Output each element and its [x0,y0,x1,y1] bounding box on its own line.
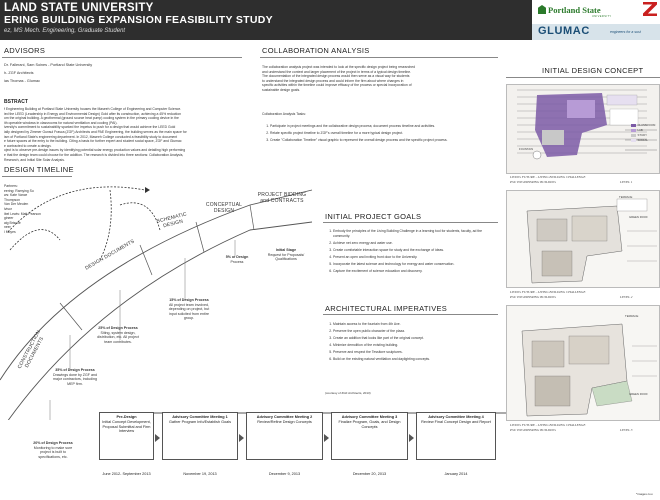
team-line: Thompson [4,197,21,202]
abstract-line: om the original building. A geothermal (ground source heat pump) cooling system in the primary cooling device in the [4,116,179,121]
collab-line: and understand the context and larger placement of the project in terms of a typical design timeline. [262,69,412,74]
goals-rule [323,222,498,223]
milestone-date: January 2014 [444,472,468,476]
abstract-line: iversity's commitment to sustainability sparked the impetus to push for a design that would achieve the LEED Gold [4,125,176,130]
collab-task: 3. Create "Collaboration Timeline" visual graphic to represent the overall design process and the specific project process. [270,138,500,143]
legend-item [631,123,655,127]
goal-item: 6. Capture the excitement of science education and discovery. [333,269,497,274]
caption: LIVING FUTURE - LIVING BUILDING CHALLENGE [510,175,586,179]
milestone-pre-design [99,412,154,460]
team-line: Van Der Meulen [4,202,29,207]
abstract-body [4,107,248,162]
pct-value: 20% of Design Process [33,441,73,445]
poster-title-line1: LAND STATE UNIVERSITY [4,2,154,14]
caption: LIVING FUTURE - LIVING BUILDING CHALLENGE [510,290,586,294]
milestone-date: December 20, 2013 [352,472,387,476]
abstract-line: ied the LEED (Leadership in Energy and Environmental Design) Gold after its construction, achieving a 45% reduction [4,111,181,116]
plan-label: TERRACE [625,314,639,318]
abstract-line: e that the design team could choose for the addition. The research is divided into three sections: Collaboration Analysis, [4,152,184,157]
caption: LEVEL 1 [620,180,633,184]
team-line: ibel Lewis: Matt Pearson [4,211,41,216]
abstract-line: ially designed by Zimmer Gunsul Frasca (ZGF) Architects and PAE Engineering, the building serves as the main space for [4,129,187,134]
team-line: ws: Kate Vance [4,193,28,198]
milestone-meeting-2 [246,412,323,460]
phase-project-bidding: PROJECT BIDDING and CONTRACTS [257,192,307,204]
concept-title: INITIAL DESIGN CONCEPT [542,66,644,75]
psu-logo-sub: UNIVERSITY [592,15,612,18]
milestone-body: Review/Refine Design Concepts [257,419,312,424]
collab-tasks [262,124,500,145]
legend-label: LAB [637,128,643,132]
caption: PSU ENGINEERING BUILDING [510,428,556,432]
glumac-logo: GLUMAC [538,25,590,37]
milestone-date: December 9, 2013 [268,472,301,476]
imperatives-rule [323,314,498,315]
milestone-date: November 19, 2013 [183,472,217,476]
collab-line: The collaboration analysis project was intended to look at the specific design project being researched [262,65,416,69]
team-line: lvisor [4,206,12,211]
caption: LEVEL 2 [620,295,633,299]
goals-title: INITIAL PROJECT GOALS [325,212,422,221]
level-2-plan-drawing [507,191,660,288]
legend-item [631,138,648,142]
abstract-line: oject is to observe pre-design issues by identifying potential solar energy production values and detailing high performing [4,148,186,153]
arrow-head [145,187,150,193]
initial-stage-note [260,248,312,262]
zgf-logo-icon [643,2,657,16]
pct-value: 25% of Design Process [98,326,138,330]
milestone-title: Pre-Design [116,415,137,419]
milestone-body: Initial Concept Development, Proposal Submittal and Firm Interview [102,419,151,434]
imperatives-title: ARCHITECTURAL IMPERATIVES [325,304,448,313]
advisor-line: ias Thomas - Glumac [4,79,41,83]
advisor-line: Dr. Fallerani, Sam Soines - Portland State University [4,63,93,67]
caption: LEVEL 3 [620,428,633,432]
pct-note-35 [52,368,98,386]
abstract-line: f Engineering Building at Portland State University houses the Maseeh College of Engineering and Computer Science. [4,107,182,111]
plan-label: GREEN ROOF [629,392,648,396]
imperative-item: 5. Preserve and respect the Tessitore sculptures. [333,350,497,355]
arc-divider [60,303,82,330]
goal-item: 3. Create comfortable interaction space for study and the exchange of ideas. [333,248,497,253]
milestone-arrow-icon [324,434,329,442]
poster-title-line2: ERING BUILDING EXPANSION FEASIBILITY STUDY [4,14,273,26]
goal-item: 4. Present an open and inviting front door to the University. [333,255,497,260]
plan-label: FOUNTAIN [519,147,534,151]
goal-item: 5. Incorporate the latest science and technology for energy and water conservation. [333,262,497,267]
abstract-line: Research, and Initial Site Solar Analysis. [4,157,65,162]
plan-label: TERRACE [619,195,633,199]
legend-item [631,128,643,132]
phase-conceptual-design: CONCEPTUAL DESIGN [205,202,243,214]
milestone-title: Advisory Committee Meeting 3 [341,415,398,419]
pct-text: Monitoring to make sure project is built to specifications, etc. [33,445,73,459]
phase-construction-documents: CONSTRUCTION DOCUMENTS [16,329,46,370]
collab-task: 2. Relate specific project timeline to ZGF's overall timeline for a more typical design project. [270,131,500,136]
milestone-meeting-3 [331,412,408,460]
initial-stage-body: Request for Proposals/ Qualifications [267,252,305,262]
milestone-meeting-4 [416,412,496,460]
pct-value: 15% of Design Process [169,298,209,302]
legend-label: STUDY [637,133,647,137]
legend-item [631,133,647,137]
legend-label: CLASSROOM [637,123,656,127]
imperative-item: 2. Preserve the open public character of the plaza. [333,329,497,334]
milestone-date: June 2012- September 2013 [102,472,151,476]
goals-list [325,229,497,276]
collaboration-intro [262,65,500,93]
milestone-arrow-icon [239,434,244,442]
abstract-line: e future spaces at the entry to the building. Citing a basis for further expert and student social space, ZGF and Glumac [4,139,182,144]
milestone-arrow-icon [409,434,414,442]
imperative-item: 6. Build on the existing natural ventilation and daylighting concepts. [333,357,497,362]
pct-text: Siting, system design, distribution, etc. All project team contributes. [97,330,139,344]
milestone-title: Advisory Committee Meeting 4 [428,415,484,419]
pct-note-15 [165,298,213,321]
collaboration-title: COLLABORATION ANALYSIS [262,46,370,55]
milestone-body: Gather Program Info/Establish Goals [168,419,232,424]
team-line: aig Briscoe [4,220,21,225]
pct-text: All project team involved, depending on project, but input solicited from entire group. [168,302,210,321]
poster-author: ez, MS Mech. Engineering, Graduate Student [4,28,126,34]
milestone-arrow-icon [155,434,160,442]
collaboration-rule [260,57,498,58]
imperative-item: 3. Create an addition that looks like part of the original concept. [333,336,497,341]
milestone-body: Finalize Program, Goals, and Design Concepts [338,419,401,429]
milestone-title: Advisory Committee Meeting 1 [172,415,228,419]
plan-label: GREEN ROOF [629,215,648,219]
design-timeline-title: DESIGN TIMELINE [4,165,74,174]
phase-design-documents: DESIGN DOCUMENTS [84,238,136,272]
phase-schematic-design: SCHEMATIC DESIGN [156,211,188,230]
pct-text: Drawings done by ZGF and major contractors, including MEP firm. [53,372,97,386]
arc-divider [196,222,204,252]
level-3-plan-drawing [507,306,660,421]
pct-value: 35% of Design Process [55,368,95,372]
advisors-rule [2,57,242,58]
team-line: eering: Ramying Su [4,188,34,193]
collab-task: 1. Participate in project meetings and the collaborative design process; document process timeline and activities. [270,124,500,129]
advisors-title: ADVISORS [4,46,46,55]
abstract-line: e contracted to create a design. [4,143,52,148]
caption: LIVING FUTURE - LIVING BUILDING CHALLENGE [510,423,586,427]
abstract-line: ism of Portland State's engineering department. In 2012, Maseeh College conducted a feasibility study to document [4,134,178,139]
milestone-body: Review Final Concept Design and Report [421,419,491,424]
level-3-plan [506,305,660,421]
imperatives-list [325,322,497,365]
dashed-arrow [10,230,60,250]
advisors-list [4,63,244,84]
collab-tasks-title: Collaboration Analysis Tasks: [262,112,306,116]
pct-note-20 [30,441,76,459]
psu-logo: Portland State [548,5,601,15]
collab-line: sustainable design goals. [262,87,301,92]
pct-note-5 [222,255,252,264]
level-2-plan [506,190,660,288]
pct-text: Process [230,259,244,264]
team-line: gineer [4,216,14,221]
milestone-meeting-1 [162,412,238,460]
collab-line: The documentation of the integrated design process would then serve as a visual way for students [262,74,410,79]
collab-line: specific activities within the timeline could improve efficacy of the process or special incorporation of [262,83,412,88]
collab-line: to understand the integrated design process and could inform the firm about where changes in [262,78,404,83]
concept-rule [506,77,660,78]
zgf-logo [640,0,660,24]
images-courtesy: *images cou [636,492,653,496]
team-line: neer [4,225,11,230]
pct-value: 5% of Design [225,255,249,259]
milestone-title: Advisory Committee Meeting 2 [256,415,313,419]
dashed-arrow [100,190,111,260]
legend-label: SOCIAL [637,138,648,142]
pct-note-25 [96,326,140,344]
arc-divider [140,245,152,275]
goal-item: 2. Achieve net zero energy and water use. [333,241,497,246]
glumac-tagline: engineers for a sust [610,30,641,34]
level-1-plan [506,84,660,174]
team-line: l Moyes [4,229,16,234]
team-line: Partners: [4,184,18,188]
caption: PSU ENGINEERING BUILDING [510,295,556,299]
dashed-arrow [8,187,145,232]
abstract-line: ith operable windows in classrooms for natural ventilation and cooling (PAI). [4,120,118,125]
advisor-line: h- ZGF Architects [4,71,34,75]
abstract-title: BSTRACT [4,99,28,105]
imperative-item: 1. Maintain access to the fountain from 4th Ave. [333,322,497,327]
arc-divider [250,205,254,230]
goal-item: 1. Embody the principles of the Living Building Challenge in a learning tool for students, faculty, ad the community. [333,229,497,238]
imperatives-credit: (courtesy of ZGF Architects, 2013) [325,391,371,395]
initial-stage-title: Initial Stage [275,248,297,252]
imperative-item: 4. Minimize demolition of the existing building. [333,343,497,348]
caption: PSU ENGINEERING BUILDING [510,180,556,184]
